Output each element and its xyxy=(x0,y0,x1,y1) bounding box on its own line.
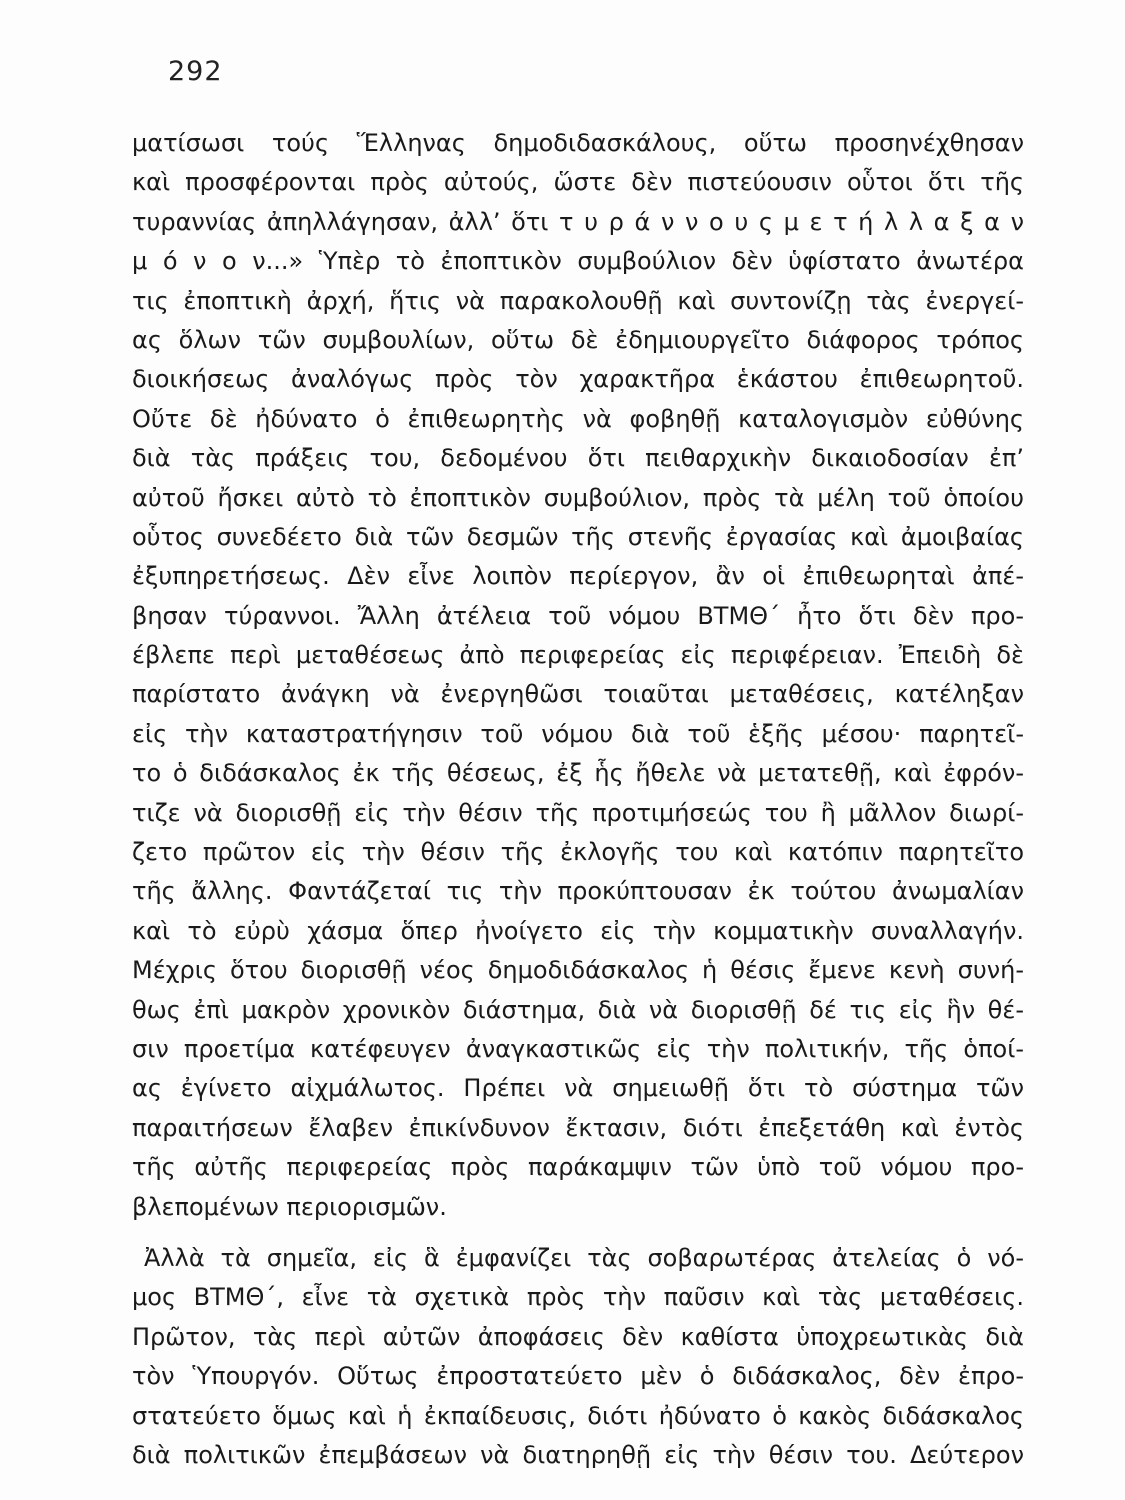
text-line: διὰ τὰς πράξεις του, δεδομένου ὅτι πειθαρχικὴν δικαιοδοσίαν ἐπ’ xyxy=(132,444,1024,473)
text-line: θως ἐπὶ μακρὸν χρονικὸν διάστημα, διὰ νὰ διορισθῇ δέ τις εἰς ἣν θέ- xyxy=(132,995,1024,1024)
text-line: ματίσωσι τούς Ἕλληνας δημοδιδασκάλους, οὕτω προσηνέχθησαν xyxy=(132,129,1024,157)
text-line: Πρῶτον, τὰς περὶ αὐτῶν ἀποφάσεις δὲν καθίστα ὑποχρεωτικὰς διὰ xyxy=(132,1322,1024,1351)
text-line: καὶ τὸ εὐρὺ χάσμα ὅπερ ἠνοίγετο εἰς τὴν κομματικὴν συναλλαγήν. xyxy=(132,916,1024,945)
text-line: ζετο πρῶτον εἰς τὴν θέσιν τῆς ἐκλογῆς του καὶ κατόπιν παρητεῖτο xyxy=(132,838,1024,867)
text-line: καὶ προσφέρονται πρὸς αὐτούς, ὥστε δὲν πιστεύουσιν οὗτοι ὅτι τῆς xyxy=(132,168,1024,197)
text-line: βησαν τύραννοι. Ἄλλη ἀτέλεια τοῦ νόμου ΒΤΜΘ΄ ἦτο ὅτι δὲν προ- xyxy=(132,601,1024,630)
text-line: ας ἐγίνετο αἰχμάλωτος. Πρέπει νὰ σημειωθῇ ὅτι τὸ σύστημα τῶν xyxy=(132,1074,1024,1103)
paragraph-1 xyxy=(132,124,1024,1227)
text-line: τυραννίας ἀπηλλάγησαν, ἀλλ’ ὅτι τ υ ρ ά ν ν ο υ ς μ ε τ ή λ λ α ξ α ν xyxy=(132,207,1024,236)
text-line: τιζε νὰ διορισθῇ εἰς τὴν θέσιν τῆς προτιμήσεώς του ἢ μᾶλλον διωρί- xyxy=(132,798,1024,827)
text-line: το ὁ διδάσκαλος ἐκ τῆς θέσεως, ἐξ ἧς ἤθελε νὰ μετατεθῇ, καὶ ἐφρόν- xyxy=(132,759,1024,788)
text-line: διοικήσεως ἀναλόγως πρὸς τὸν χαρακτῆρα ἑκάστου ἐπιθεωρητοῦ. xyxy=(132,365,1024,394)
text-line: παραιτήσεων ἔλαβεν ἐπικίνδυνον ἔκτασιν, διότι ἐπεξετάθη καὶ ἐντὸς xyxy=(132,1113,1024,1142)
text-line: τῆς ἄλλης. Φαντάζεταί τις τὴν προκύπτουσαν ἐκ τούτου ἀνωμαλίαν xyxy=(132,877,1024,906)
text-line: μος ΒΤΜΘ΄, εἶνε τὰ σχετικὰ πρὸς τὴν παῦσιν καὶ τὰς μεταθέσεις. xyxy=(132,1283,1024,1312)
text-line: Ἀλλὰ τὰ σημεῖα, εἰς ἃ ἐμφανίζει τὰς σοβαρωτέρας ἀτελείας ὁ νό- xyxy=(144,1243,1024,1272)
text-line: στατεύετο ὅμως καὶ ἡ ἐκπαίδευσις, διότι ἠδύνατο ὁ κακὸς διδάσκαλος xyxy=(132,1401,1024,1430)
page-number: 292 xyxy=(168,56,223,87)
text-line: εἰς τὴν καταστρατήγησιν τοῦ νόμου διὰ τοῦ ἑξῆς μέσου· παρητεῖ- xyxy=(132,719,1024,748)
text-line: σιν προετίμα κατέφευγεν ἀναγκαστικῶς εἰς τὴν πολιτικήν, τῆς ὁποί- xyxy=(132,1034,1024,1063)
text-line: μ ό ν ο ν...» Ὑπὲρ τὸ ἐποπτικὸν συμβούλιον δὲν ὑφίστατο ἀνωτέρα xyxy=(132,247,1024,276)
text-line: βλεπομένων περιορισμῶν. xyxy=(132,1192,447,1221)
text-line: τὸν Ὑπουργόν. Οὕτως ἐπροστατεύετο μὲν ὁ διδάσκαλος, δὲν ἐπρο- xyxy=(132,1362,1024,1391)
text-line: ἐξυπηρετήσεως. Δὲν εἶνε λοιπὸν περίεργον, ἂν οἱ ἐπιθεωρηταὶ ἀπέ- xyxy=(132,562,1024,591)
paragraph-2 xyxy=(132,1239,1024,1475)
text-line: αὐτοῦ ἤσκει αὐτὸ τὸ ἐποπτικὸν συμβούλιον, πρὸς τὰ μέλη τοῦ ὁποίου xyxy=(132,483,1024,512)
body-text xyxy=(132,124,1024,1475)
text-line: τις ἐποπτικὴ ἀρχή, ἥτις νὰ παρακολουθῇ καὶ συντονίζῃ τὰς ἐνεργεί- xyxy=(132,286,1024,315)
text-line: τῆς αὐτῆς περιφερείας πρὸς παράκαμψιν τῶν ὑπὸ τοῦ νόμου προ- xyxy=(132,1153,1024,1182)
text-line: οὗτος συνεδέετο διὰ τῶν δεσμῶν τῆς στενῆς ἐργασίας καὶ ἀμοιβαίας xyxy=(132,522,1024,551)
text-line: έβλεπε περὶ μεταθέσεως ἀπὸ περιφερείας εἰς περιφέρειαν. Ἐπειδὴ δὲ xyxy=(132,641,1024,670)
text-line: διὰ πολιτικῶν ἐπεμβάσεων νὰ διατηρηθῇ εἰς τὴν θέσιν του. Δεύτερον xyxy=(132,1440,1024,1469)
paragraph-gap xyxy=(132,1227,1024,1239)
text-line: Οὔτε δὲ ἠδύνατο ὁ ἐπιθεωρητὴς νὰ φοβηθῇ καταλογισμὸν εὐθύνης xyxy=(132,404,1024,433)
text-line: Μέχρις ὅτου διορισθῇ νέος δημοδιδάσκαλος ἡ θέσις ἔμενε κενὴ συνή- xyxy=(132,956,1024,985)
text-line: παρίστατο ἀνάγκη νὰ ἐνεργηθῶσι τοιαῦται μεταθέσεις, κατέληξαν xyxy=(132,680,1024,709)
text-line: ας ὅλων τῶν συμβουλίων, οὕτω δὲ ἐδημιουργεῖτο διάφορος τρόπος xyxy=(132,325,1024,354)
